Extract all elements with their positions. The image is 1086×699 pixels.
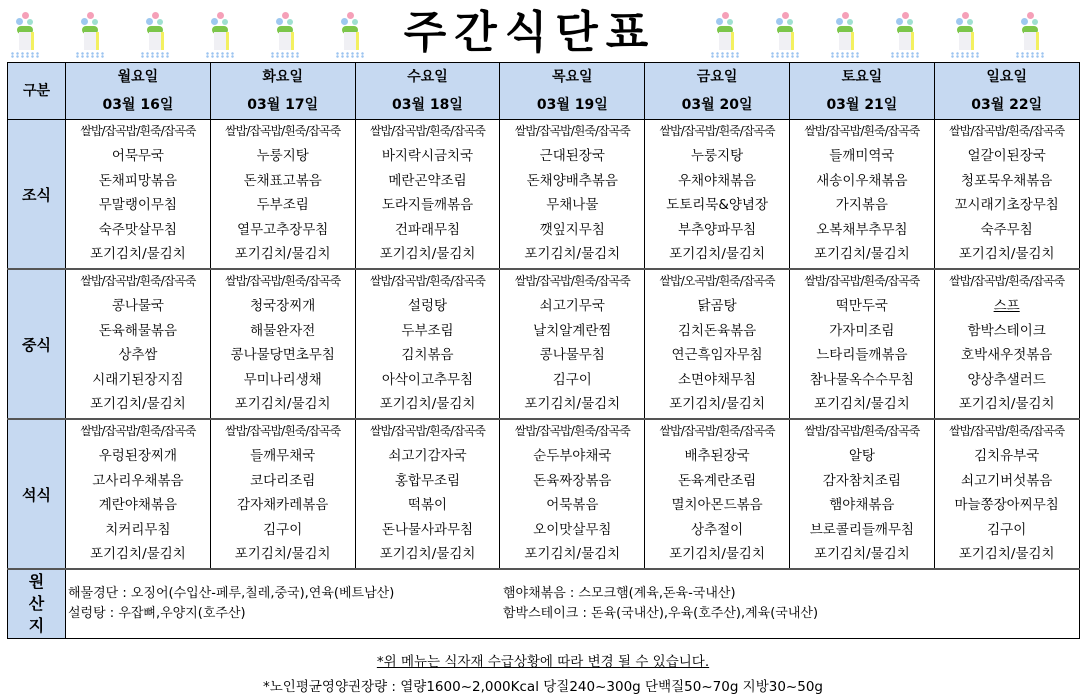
menu-item: 김치돈육볶음 xyxy=(677,322,757,339)
day-date: 03월 17일 xyxy=(247,97,319,113)
menu-item: 쇠고기무국 xyxy=(539,298,605,314)
menu-item: 부추양파무침 xyxy=(677,221,757,238)
origin-info xyxy=(66,569,1080,639)
menu-item: 마늘쫑장아찌무침 xyxy=(954,497,1059,514)
menu-item: 쌀밥/잡곡밥/흰죽/잡곡죽 xyxy=(369,424,486,438)
menu-cell xyxy=(355,120,500,270)
menu-item: 누룽지탕 xyxy=(256,148,309,164)
menu-item: 돈육계란조림 xyxy=(677,472,757,489)
menu-item: 어묵무국 xyxy=(111,148,164,164)
menu-item: 숙주맛살무침 xyxy=(98,221,178,238)
menu-item: 쌀밥/잡곡밥/흰죽/잡곡죽 xyxy=(514,274,630,288)
menu-item: 바지락시금치국 xyxy=(381,148,474,164)
menu-cell xyxy=(355,419,500,569)
nutrition-guideline: *노인평균영양권장량 : 열량1600~2,000Kcal 당질240~300g 단백질50~70g 지방30~50g xyxy=(263,679,823,695)
header-row xyxy=(8,63,1080,120)
menu-item: 오이맛살무침 xyxy=(533,521,612,538)
menu-item: 쌀밥/잡곡밥/흰죽/잡곡죽 xyxy=(659,124,775,138)
menu-item: 상추쌈 xyxy=(118,347,158,364)
menu-item: 순두부야채국 xyxy=(533,448,612,464)
menu-item: 포기김치/물김치 xyxy=(89,546,186,563)
menu-item: 돈나물사과무침 xyxy=(381,521,474,538)
category-header: 구분 xyxy=(8,63,66,120)
menu-cell xyxy=(500,419,645,569)
menu-item: 포기김치/물김치 xyxy=(234,246,331,263)
menu-cell xyxy=(66,120,211,270)
origin-item: 해물경단 : 오징어(수입산-페루,칠레,중국),연육(베트남산) xyxy=(68,586,395,601)
meal-label: 석식 xyxy=(8,419,66,569)
menu-item: 치커리무침 xyxy=(105,521,171,538)
menu-item: 김치유부국 xyxy=(974,448,1040,464)
menu-item: 쌀밥/잡곡밥/흰죽/잡곡죽 xyxy=(80,124,196,138)
day-name: 월요일 xyxy=(117,69,159,85)
menu-item: 쌀밥/잡곡밥/흰죽/잡곡죽 xyxy=(659,424,775,438)
flower-pot-icon xyxy=(270,10,300,60)
origin-label xyxy=(8,569,66,639)
menu-item: 참나물옥수수무침 xyxy=(809,371,915,388)
menu-item: 메란곤약조림 xyxy=(388,172,467,189)
menu-item: 포기김치/물김치 xyxy=(958,546,1055,563)
menu-item: 포기김치/물김치 xyxy=(524,546,621,563)
menu-item: 포기김치/물김치 xyxy=(958,246,1055,263)
origin-item: 햄야채볶음 : 스모크햄(계육,돈육-국내산) xyxy=(503,586,736,601)
origin-item: 함박스테이크 : 돈육(국내산),우육(호주산),계육(국내산) xyxy=(503,606,819,621)
day-name: 일요일 xyxy=(986,69,1027,85)
menu-item: 포기김치/물김치 xyxy=(89,246,186,263)
day-header xyxy=(789,63,934,120)
menu-item: 무말랭이무침 xyxy=(98,197,178,214)
menu-item: 두부조림 xyxy=(401,322,454,339)
menu-item: 쌀밥/잡곡밥/흰죽/잡곡죽 xyxy=(225,274,341,288)
menu-item: 두부조림 xyxy=(256,197,309,214)
menu-item: 오복채부추무침 xyxy=(816,221,908,238)
menu-item: 우채야채볶음 xyxy=(677,172,757,189)
menu-item: 김구이 xyxy=(987,521,1027,538)
day-date: 03월 18일 xyxy=(392,97,463,113)
menu-item: 쌀밥/잡곡밥/흰죽/잡곡죽 xyxy=(369,274,486,288)
menu-cell xyxy=(934,120,1079,270)
menu-item: 무미나리생채 xyxy=(243,371,322,388)
day-name: 수요일 xyxy=(407,69,448,85)
menu-cell xyxy=(66,269,211,419)
menu-cell xyxy=(210,120,355,270)
menu-item: 시래기된장지짐 xyxy=(92,371,184,388)
menu-cell xyxy=(789,419,934,569)
menu-item: 누룽지탕 xyxy=(691,148,744,164)
menu-item: 근대된장국 xyxy=(539,148,605,164)
origin-row xyxy=(8,569,1080,639)
menu-item: 포기김치/물김치 xyxy=(813,546,910,563)
menu-item: 콩나물무침 xyxy=(539,347,605,364)
menu-item: 김치볶음 xyxy=(401,347,454,364)
menu-item: 포기김치/물김치 xyxy=(89,396,186,413)
menu-item: 닭곰탕 xyxy=(697,298,737,314)
flower-pot-icon xyxy=(140,10,170,60)
menu-item: 꼬시래기초장무침 xyxy=(954,197,1059,214)
menu-item: 건파래무침 xyxy=(394,221,461,238)
menu-item: 코다리조림 xyxy=(250,472,316,489)
menu-item: 청포묵우채볶음 xyxy=(961,172,1053,189)
menu-item: 포기김치/물김치 xyxy=(669,396,765,413)
meal-label: 조식 xyxy=(8,120,66,270)
weekly-menu-table xyxy=(7,62,1080,639)
menu-item: 포기김치/물김치 xyxy=(234,546,331,563)
flower-pot-icon xyxy=(830,10,860,60)
menu-item: 들깨무채국 xyxy=(250,448,316,464)
menu-item: 고사리우채볶음 xyxy=(92,472,184,489)
flower-pot-icon xyxy=(1015,10,1045,60)
menu-item: 떡만두국 xyxy=(835,298,888,314)
menu-cell xyxy=(500,269,645,419)
menu-item: 깻잎지무침 xyxy=(539,221,605,238)
menu-item: 쌀밥/잡곡밥/흰죽/잡곡죽 xyxy=(949,274,1065,288)
meal-row xyxy=(8,419,1080,569)
menu-cell xyxy=(645,419,790,569)
menu-item: 새송이우채볶음 xyxy=(816,172,908,189)
meal-row xyxy=(8,120,1080,270)
menu-item: 홍합무조림 xyxy=(394,472,461,489)
menu-item: 도토리묵&양념장 xyxy=(666,197,768,214)
menu-item: 상추절이 xyxy=(691,521,744,538)
page-title: 주간식단표 xyxy=(375,6,685,60)
menu-item: 쇠고기버섯볶음 xyxy=(961,472,1053,489)
menu-item: 쌀밥/잡곡밥/흰죽/잡곡죽 xyxy=(369,124,486,138)
menu-cell xyxy=(210,269,355,419)
menu-item: 포기김치/물김치 xyxy=(813,396,910,413)
menu-item: 숙주무침 xyxy=(980,221,1033,238)
menu-item: 포기김치/물김치 xyxy=(379,546,476,563)
day-name: 토요일 xyxy=(841,69,883,85)
origin-item: 설렁탕 : 우잡뼈,우양지(호주산) xyxy=(68,606,246,621)
menu-cell xyxy=(500,120,645,270)
day-header xyxy=(934,63,1079,120)
menu-item: 쌀밥/잡곡밥/흰죽/잡곡죽 xyxy=(225,124,341,138)
flower-pot-icon xyxy=(335,10,365,60)
menu-item: 설렁탕 xyxy=(407,298,448,314)
menu-item: 포기김치/물김치 xyxy=(524,396,621,413)
menu-item: 브로콜리들깨무침 xyxy=(809,521,915,538)
day-date: 03월 19일 xyxy=(536,97,608,113)
menu-item: 멸치아몬드볶음 xyxy=(671,497,763,514)
menu-item: 김구이 xyxy=(552,371,592,388)
menu-cell xyxy=(66,419,211,569)
menu-item: 쌀밥/잡곡밥/흰죽/잡곡죽 xyxy=(804,424,920,438)
menu-item: 콩나물당면초무침 xyxy=(230,347,335,364)
menu-item: 양상추샐러드 xyxy=(967,371,1046,388)
origin-label-char: 지 xyxy=(28,616,45,635)
menu-item: 해물완자전 xyxy=(250,322,316,339)
menu-cell xyxy=(645,269,790,419)
menu-cell xyxy=(934,269,1079,419)
menu-item: 알탕 xyxy=(848,448,875,464)
flower-pot-icon xyxy=(205,10,235,60)
menu-item: 스프 xyxy=(993,298,1020,314)
day-date: 03월 22일 xyxy=(971,97,1043,113)
day-name: 화요일 xyxy=(262,69,303,85)
menu-item: 연근흑임자무침 xyxy=(671,347,763,364)
menu-item: 아삭이고추무침 xyxy=(381,371,474,388)
menu-item: 쇠고기감자국 xyxy=(388,448,467,464)
menu-item: 무채나물 xyxy=(546,197,599,214)
flower-pot-icon xyxy=(950,10,980,60)
day-header xyxy=(645,63,790,120)
menu-item: 배추된장국 xyxy=(684,448,750,464)
meal-label: 중식 xyxy=(8,269,66,419)
day-name: 금요일 xyxy=(696,69,738,85)
menu-item: 쌀밥/잡곡밥/흰죽/잡곡죽 xyxy=(949,424,1065,438)
menu-item: 쌀밥/잡곡밥/흰죽/잡곡죽 xyxy=(225,424,341,438)
menu-cell xyxy=(789,269,934,419)
menu-item: 콩나물국 xyxy=(111,298,164,314)
menu-item: 느타리들깨볶음 xyxy=(816,347,908,364)
day-name: 목요일 xyxy=(552,69,593,85)
day-date: 03월 20일 xyxy=(681,97,753,113)
menu-cell xyxy=(645,120,790,270)
menu-item: 쌀밥/오곡밥/흰죽/잡곡죽 xyxy=(659,274,775,288)
menu-item: 도라지들깨볶음 xyxy=(381,197,474,214)
origin-label-char: 원 xyxy=(28,572,45,591)
day-header xyxy=(210,63,355,120)
flower-pot-icon xyxy=(710,10,740,60)
menu-item: 돈육해물볶음 xyxy=(98,322,178,339)
menu-item: 쌀밥/잡곡밥/흰죽/잡곡죽 xyxy=(80,274,196,288)
menu-item: 계란야채볶음 xyxy=(98,497,178,514)
menu-item: 쌀밥/잡곡밥/흰죽/잡곡죽 xyxy=(80,424,196,438)
day-header xyxy=(500,63,645,120)
menu-item: 김구이 xyxy=(263,521,303,538)
menu-item: 날치알계란찜 xyxy=(533,322,612,339)
menu-item: 돈채양배추볶음 xyxy=(526,172,618,189)
origin-label-char: 산 xyxy=(28,594,45,613)
menu-item: 돈육짜장볶음 xyxy=(533,472,612,489)
flower-pot-icon xyxy=(10,10,40,60)
menu-item: 쌀밥/잡곡밥/흰죽/잡곡죽 xyxy=(804,124,920,138)
day-date: 03월 16일 xyxy=(102,97,174,113)
menu-item: 감자참치조림 xyxy=(822,472,901,489)
menu-item: 호박새우젓볶음 xyxy=(961,347,1053,364)
menu-item: 돈채표고볶음 xyxy=(243,172,322,189)
menu-item: 포기김치/물김치 xyxy=(813,246,910,263)
day-header xyxy=(355,63,500,120)
menu-cell xyxy=(210,419,355,569)
menu-cell xyxy=(355,269,500,419)
menu-item: 얼갈이된장국 xyxy=(967,148,1046,164)
menu-item: 가지볶음 xyxy=(835,197,888,214)
menu-item: 떡볶이 xyxy=(407,497,448,514)
menu-item: 포기김치/물김치 xyxy=(234,396,331,413)
menu-item: 쌀밥/잡곡밥/흰죽/잡곡죽 xyxy=(949,124,1065,138)
menu-item: 햄야채볶음 xyxy=(829,497,895,514)
meal-row xyxy=(8,269,1080,419)
menu-item: 포기김치/물김치 xyxy=(379,246,476,263)
menu-item: 포기김치/물김치 xyxy=(524,246,621,263)
menu-cell xyxy=(789,120,934,270)
menu-change-notice: *위 메뉴는 식자재 수급상황에 따라 변경 될 수 있습니다. xyxy=(376,654,710,670)
menu-cell xyxy=(934,419,1079,569)
menu-item: 열무고추장무침 xyxy=(237,221,329,238)
menu-item: 감자채카레볶음 xyxy=(237,497,329,514)
menu-item: 어묵볶음 xyxy=(546,497,599,514)
menu-item: 포기김치/물김치 xyxy=(669,546,765,563)
menu-item: 쌀밥/잡곡밥/흰죽/잡곡죽 xyxy=(514,424,630,438)
menu-item: 들깨미역국 xyxy=(829,148,895,164)
menu-item: 돈채피망볶음 xyxy=(98,172,178,189)
menu-item: 포기김치/물김치 xyxy=(379,396,476,413)
menu-item: 함박스테이크 xyxy=(967,322,1046,339)
menu-item: 쌀밥/잡곡밥/흰죽/잡곡죽 xyxy=(514,124,630,138)
flower-pot-icon xyxy=(890,10,920,60)
menu-item: 우렁된장찌개 xyxy=(98,448,178,464)
day-date: 03월 21일 xyxy=(826,97,898,113)
day-header xyxy=(66,63,211,120)
menu-item: 가자미조림 xyxy=(829,322,895,339)
menu-item: 포기김치/물김치 xyxy=(669,246,765,263)
menu-item: 청국장찌개 xyxy=(250,298,316,314)
menu-item: 소면야채무침 xyxy=(677,371,757,388)
flower-pot-icon xyxy=(770,10,800,60)
flower-pot-icon xyxy=(75,10,105,60)
menu-item: 포기김치/물김치 xyxy=(958,396,1055,413)
menu-item: 쌀밥/잡곡밥/흰죽/잡곡죽 xyxy=(804,274,920,288)
